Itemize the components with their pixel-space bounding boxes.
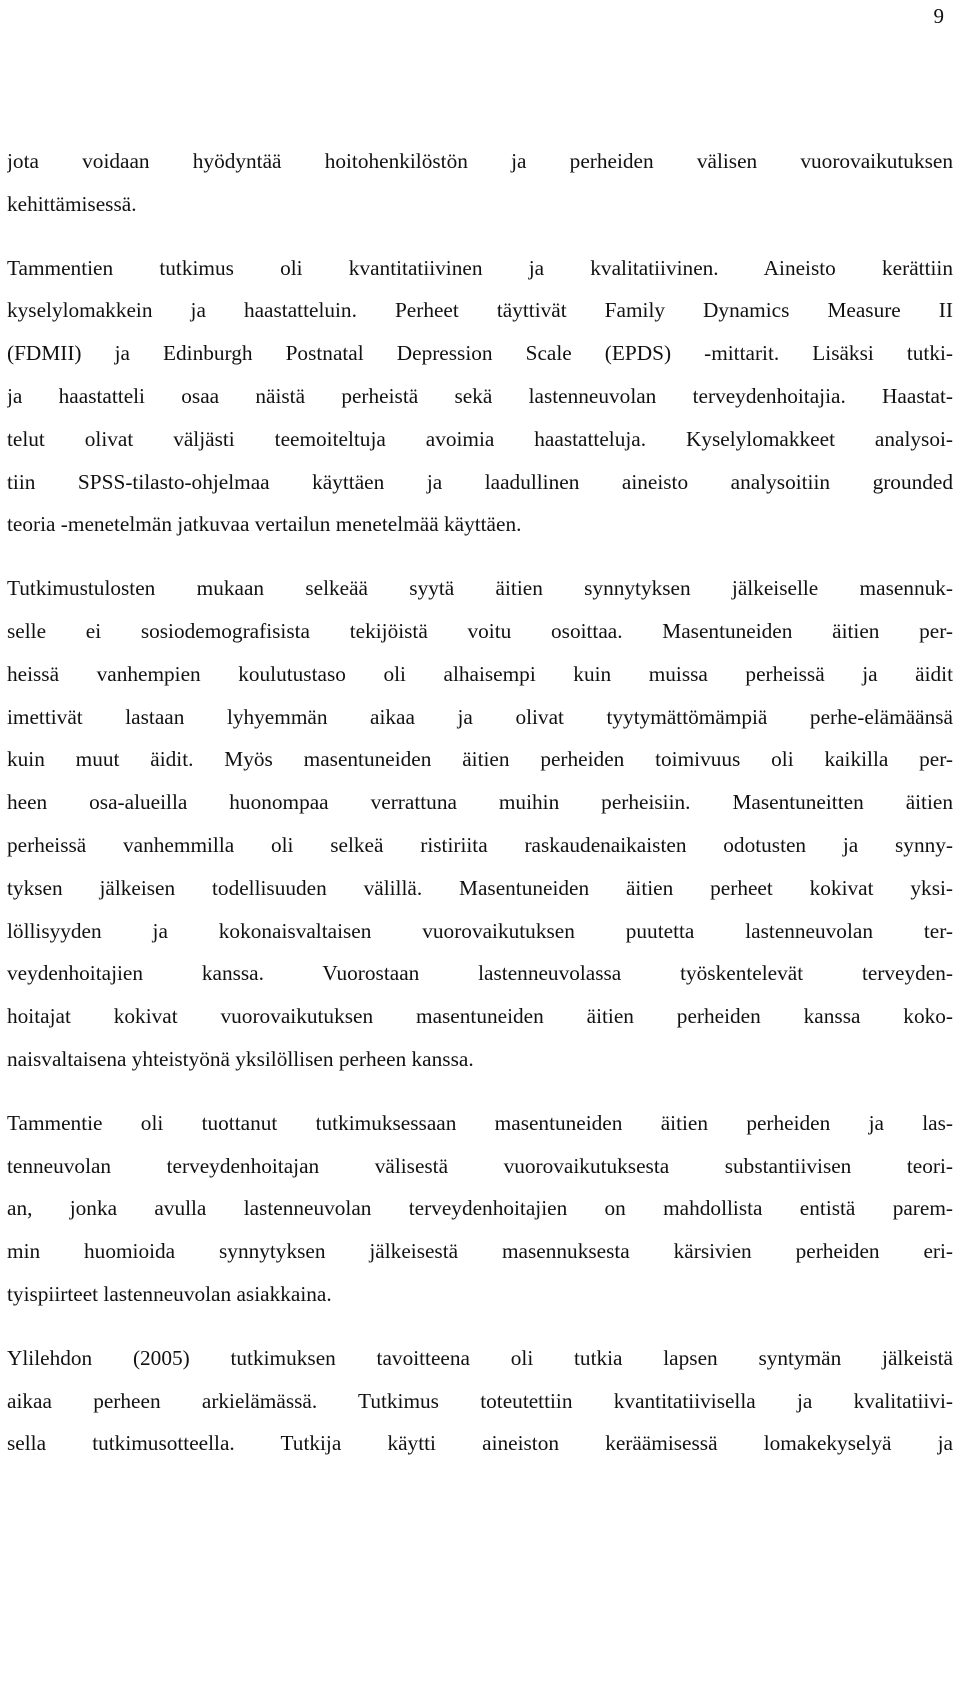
text-line: Tammentien tutkimus oli kvantitatiivinen ja kvalitatiivinen. Aineisto kerättiin [7, 255, 953, 280]
paragraph [7, 140, 953, 226]
text-line: kuin muut äidit. Myös masentuneiden äitien perheiden toimivuus oli kaikilla per- [7, 747, 953, 772]
text-line: tiin SPSS-tilasto-ohjelmaa käyttäen ja laadullinen aineisto analysoitiin grounded [7, 469, 953, 494]
paragraph [7, 1102, 953, 1316]
text-line: (FDMII) ja Edinburgh Postnatal Depression Scale (EPDS) -mittarit. Lisäksi tutki- [7, 341, 953, 366]
text-line: teoria -menetelmän jatkuvaa vertailun menetelmää käyttäen. [7, 512, 522, 537]
text-line: naisvaltaisena yhteistyönä yksilöllisen perheen kanssa. [7, 1046, 474, 1071]
text-line: tenneuvolan terveydenhoitajan välisestä vuorovaikutuksesta substantiivisen teori- [7, 1153, 953, 1178]
text-line: sella tutkimusotteella. Tutkija käytti aineiston keräämisessä lomakekyselyä ja [7, 1431, 953, 1456]
text-line: ja haastatteli osaa näistä perheistä sekä lastenneuvolan terveydenhoitajia. Haastat- [7, 383, 953, 408]
document-body [7, 140, 953, 1486]
text-line: heen osa-alueilla huonompaa verrattuna muihin perheisiin. Masentuneitten äitien [7, 790, 953, 815]
text-line: imettivät lastaan lyhyemmän aikaa ja olivat tyytymättömämpiä perhe-elämäänsä [7, 704, 953, 729]
text-line: Tutkimustulosten mukaan selkeää syytä äitien synnytyksen jälkeiselle masennuk- [7, 576, 953, 601]
text-line: tyispiirteet lastenneuvolan asiakkaina. [7, 1281, 332, 1306]
text-line: aikaa perheen arkielämässä. Tutkimus toteutettiin kvantitatiivisella ja kvalitatiivi- [7, 1388, 953, 1413]
paragraph [7, 1337, 953, 1465]
text-line: veydenhoitajien kanssa. Vuorostaan lastenneuvolassa työskentelevät terveyden- [7, 961, 953, 986]
page-number: 9 [933, 4, 944, 28]
text-line: telut olivat väljästi teemoiteltuja avoimia haastatteluja. Kyselylomakkeet analysoi- [7, 426, 953, 451]
text-line: Ylilehdon (2005) tutkimuksen tavoitteena oli tutkia lapsen syntymän jälkeistä [7, 1345, 953, 1370]
text-line: min huomioida synnytyksen jälkeisestä masennuksesta kärsivien perheiden eri- [7, 1239, 953, 1264]
text-line: heissä vanhempien koulutustaso oli alhaisempi kuin muissa perheissä ja äidit [7, 661, 953, 686]
text-line: kyselylomakkein ja haastatteluin. Perheet täyttivät Family Dynamics Measure II [7, 298, 953, 323]
text-line: kehittämisessä. [7, 191, 137, 216]
text-line: hoitajat kokivat vuorovaikutuksen masentuneiden äitien perheiden kanssa koko- [7, 1004, 953, 1029]
paragraph [7, 247, 953, 547]
text-line: tyksen jälkeisen todellisuuden välillä. Masentuneiden äitien perheet kokivat yksi- [7, 875, 953, 900]
text-line: Tammentie oli tuottanut tutkimuksessaan masentuneiden äitien perheiden ja las- [7, 1110, 953, 1135]
text-line: selle ei sosiodemografisista tekijöistä voitu osoittaa. Masentuneiden äitien per- [7, 618, 953, 643]
text-line: an, jonka avulla lastenneuvolan terveydenhoitajien on mahdollista entistä parem- [7, 1196, 953, 1221]
text-line: jota voidaan hyödyntää hoitohenkilöstön ja perheiden välisen vuorovaikutuksen [7, 149, 953, 173]
text-line: löllisyyden ja kokonaisvaltaisen vuorovaikutuksen puutetta lastenneuvolan ter- [7, 918, 953, 943]
paragraph [7, 567, 953, 1081]
text-line: perheissä vanhemmilla oli selkeä ristiriita raskaudenaikaisten odotusten ja synny- [7, 832, 953, 857]
